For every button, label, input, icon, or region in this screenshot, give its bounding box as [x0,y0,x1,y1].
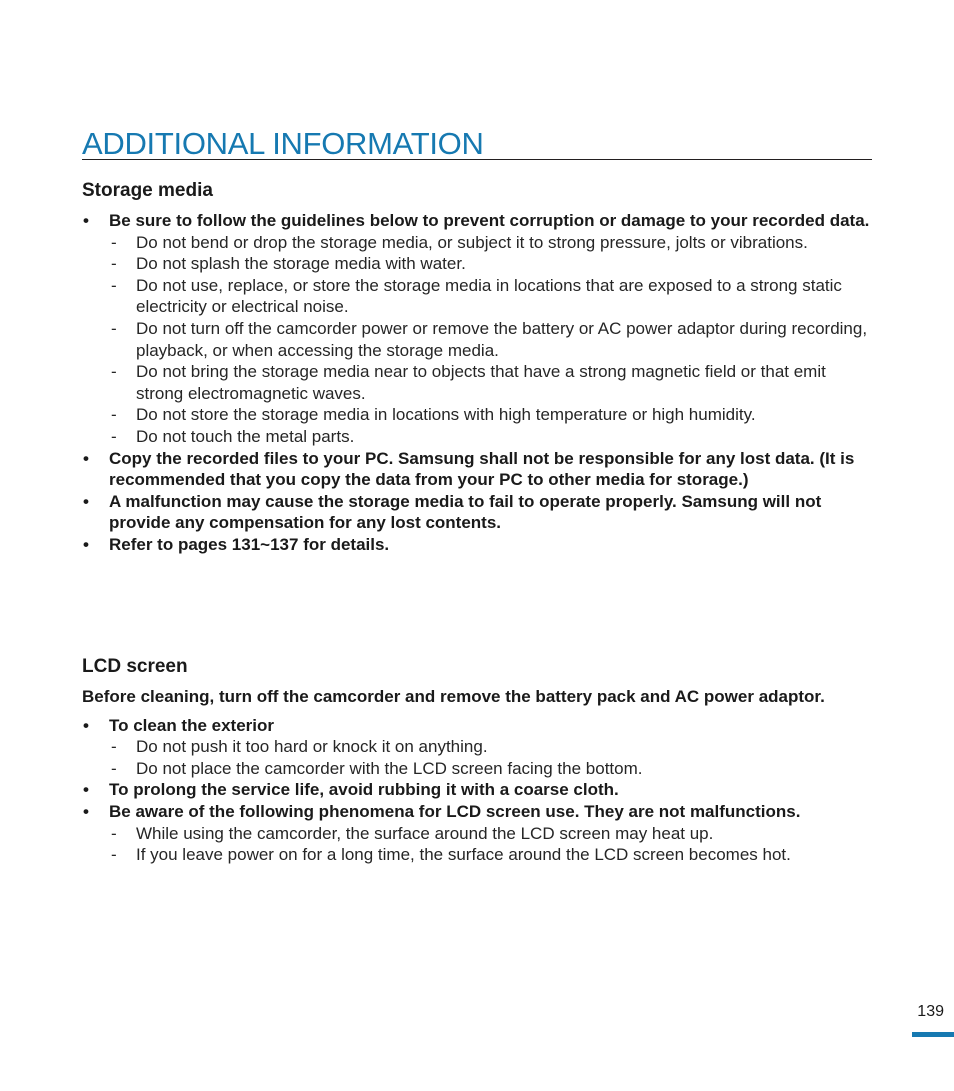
list-item [82,801,874,866]
sub-item-text: Do not splash the storage media with water. [136,254,466,274]
dash-icon: - [111,405,117,425]
sub-item-text: Do not store the storage media in locations with high temperature or high humidity. [136,405,756,425]
bullet-text: Refer to pages 131~137 for details. [109,534,390,554]
bullet-icon: • [83,534,89,554]
page-number: 139 [917,1003,944,1020]
sub-item-text: Do not push it too hard or knock it on anything. [136,737,488,757]
sub-item-text: While using the camcorder, the surface around the LCD screen may heat up. [136,823,714,843]
bullet-icon: • [83,780,89,800]
lcd-lead-note: Before cleaning, turn off the camcorder and remove the battery pack and AC power adaptor. [82,687,825,706]
sub-list [109,823,874,866]
section-heading-storage-media: Storage media [82,180,213,201]
section-heading-lcd-screen: LCD screen [82,656,188,677]
dash-icon: - [111,254,117,274]
sub-item-text: Do not touch the metal parts. [136,426,355,446]
bullet-icon: • [83,448,89,468]
bullet-text: A malfunction may cause the storage media to fail to operate properly. Samsung will not provide any compensation for any lost contents. [109,491,822,533]
sub-item [109,361,874,404]
dash-icon: - [111,737,117,757]
dash-icon: - [111,758,117,778]
sub-list [109,736,874,779]
bullet-icon: • [83,715,89,735]
bullet-text: To prolong the service life, avoid rubbing it with a coarse cloth. [109,780,619,800]
sub-item-text: Do not bring the storage media near to objects that have a strong magnetic field or that emit strong electromagnetic waves. [136,362,826,403]
page-title: ADDITIONAL INFORMATION [82,124,872,160]
sub-item-text: Do not use, replace, or store the storage media in locations that are exposed to a strong static electricity or electrical noise. [136,275,842,317]
bullet-text: To clean the exterior [109,715,275,735]
sub-item-text: Do not place the camcorder with the LCD screen facing the bottom. [136,758,643,778]
sub-item [109,275,874,318]
lcd-bullet-list [82,715,874,866]
storage-media-section [82,180,874,556]
sub-item [109,844,874,866]
sub-item [109,823,874,845]
list-item [82,779,874,801]
bullet-text: Be aware of the following phenomena for LCD screen use. They are not malfunctions. [109,801,801,821]
sub-item [109,758,874,780]
dash-icon: - [111,845,117,865]
dash-icon: - [111,426,117,446]
page-number-bar [912,1032,954,1037]
sub-item-text: If you leave power on for a long time, the surface around the LCD screen becomes hot. [136,845,791,865]
sub-list [109,232,874,448]
sub-item [109,426,874,448]
storage-bullet-list [82,210,874,556]
bullet-icon: • [83,211,89,230]
dash-icon: - [111,318,117,338]
bullet-icon: • [83,801,89,821]
sub-item [109,253,874,275]
dash-icon: - [111,823,117,843]
list-item [82,715,874,780]
dash-icon: - [111,362,117,382]
sub-item [109,232,874,254]
sub-item [109,318,874,361]
dash-icon: - [111,275,117,295]
list-item [82,210,874,448]
sub-item-text: Do not bend or drop the storage media, or subject it to strong pressure, jolts or vibrations. [136,232,808,252]
list-item [82,491,874,534]
dash-icon: - [111,232,117,252]
bullet-text: Copy the recorded files to your PC. Samsung shall not be responsible for any lost data. (It is recommended that you copy the data from your PC to other media for storage.) [109,448,855,490]
bullet-icon: • [83,491,89,511]
list-item [82,448,874,491]
bullet-text: Be sure to follow the guidelines below to prevent corruption or damage to your recorded data. [109,211,870,230]
sub-item [109,404,874,426]
list-item [82,534,874,556]
sub-item-text: Do not turn off the camcorder power or remove the battery or AC power adaptor during recording, playback, or when accessing the storage media. [136,318,868,360]
sub-item [109,736,874,758]
lcd-screen-section [82,656,874,866]
